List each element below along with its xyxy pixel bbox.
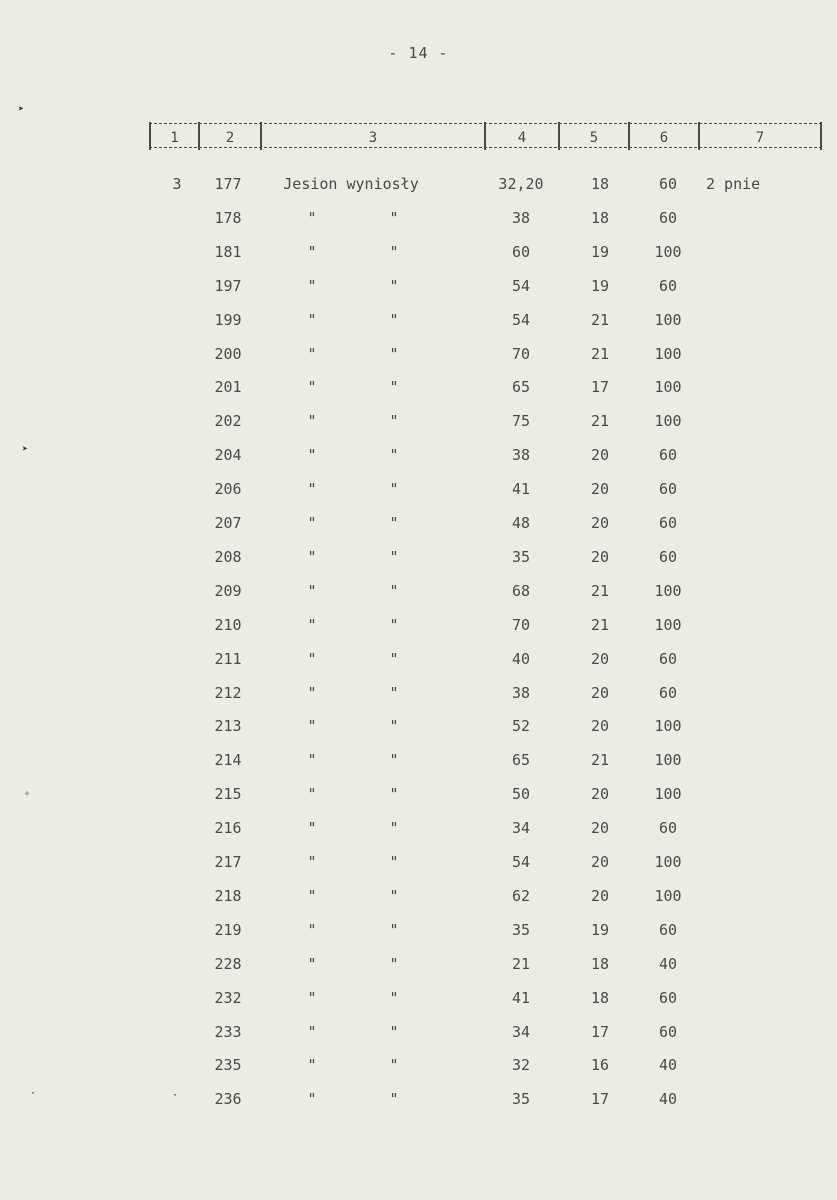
cell-age: 60	[658, 819, 678, 837]
table-row	[0, 748, 837, 772]
cell-age: 100	[654, 887, 682, 905]
cell-ditto-mark: "	[307, 243, 317, 261]
cell-height: 18	[590, 209, 610, 227]
table-row	[0, 782, 837, 806]
table-row	[0, 477, 837, 501]
table-row	[0, 206, 837, 230]
cell-circumference: 75	[511, 412, 531, 430]
cell-tree-number: 211	[214, 650, 242, 668]
cell-height: 20	[590, 887, 610, 905]
margin-mark: ➤	[18, 104, 25, 115]
cell-remarks: 2 pnie	[706, 175, 761, 193]
table-row	[0, 579, 837, 603]
cell-ditto-mark: "	[307, 751, 317, 769]
cell-ditto-mark: "	[307, 582, 317, 600]
cell-ditto-mark: "	[307, 277, 317, 295]
table-row	[0, 986, 837, 1010]
cell-circumference: 38	[511, 209, 531, 227]
cell-ditto-mark: "	[389, 887, 399, 905]
table-row	[0, 172, 837, 196]
cell-ditto-mark: "	[389, 785, 399, 803]
cell-age: 40	[658, 955, 678, 973]
cell-tree-number: 212	[214, 684, 242, 702]
cell-circumference: 34	[511, 1023, 531, 1041]
cell-height: 21	[590, 412, 610, 430]
table-header	[0, 0, 837, 160]
cell-age: 100	[654, 717, 682, 735]
cell-circumference: 32,20	[498, 175, 544, 193]
cell-ditto-mark: "	[389, 717, 399, 735]
table-row	[0, 1020, 837, 1044]
cell-height: 20	[590, 684, 610, 702]
cell-ditto-mark: "	[389, 345, 399, 363]
cell-tree-number: 208	[214, 548, 242, 566]
cell-species: Jesion wyniosły	[283, 175, 419, 193]
cell-age: 100	[654, 243, 682, 261]
header-col-2: 2	[225, 130, 235, 146]
cell-ditto-mark: "	[389, 751, 399, 769]
table-row	[0, 443, 837, 467]
cell-ditto-mark: "	[389, 616, 399, 634]
cell-tree-number: 206	[214, 480, 242, 498]
table-row	[0, 240, 837, 264]
header-col-4: 4	[517, 130, 527, 146]
margin-mark: ·	[172, 1090, 179, 1101]
cell-height: 21	[590, 311, 610, 329]
table-row	[0, 613, 837, 637]
cell-age: 60	[658, 1023, 678, 1041]
cell-age: 60	[658, 514, 678, 532]
cell-tree-number: 197	[214, 277, 242, 295]
cell-height: 18	[590, 989, 610, 1007]
cell-division: 3	[172, 175, 182, 193]
cell-ditto-mark: "	[307, 1090, 317, 1108]
cell-circumference: 70	[511, 616, 531, 634]
cell-ditto-mark: "	[389, 378, 399, 396]
cell-tree-number: 200	[214, 345, 242, 363]
cell-age: 100	[654, 751, 682, 769]
cell-age: 60	[658, 446, 678, 464]
margin-mark: ·	[30, 1088, 37, 1099]
cell-tree-number: 216	[214, 819, 242, 837]
cell-height: 16	[590, 1056, 610, 1074]
cell-ditto-mark: "	[307, 650, 317, 668]
cell-ditto-mark: "	[307, 785, 317, 803]
cell-ditto-mark: "	[389, 684, 399, 702]
table-row	[0, 952, 837, 976]
cell-height: 19	[590, 921, 610, 939]
cell-circumference: 62	[511, 887, 531, 905]
cell-tree-number: 178	[214, 209, 242, 227]
cell-ditto-mark: "	[389, 1056, 399, 1074]
cell-ditto-mark: "	[307, 548, 317, 566]
cell-ditto-mark: "	[307, 989, 317, 1007]
cell-age: 100	[654, 785, 682, 803]
cell-tree-number: 204	[214, 446, 242, 464]
cell-circumference: 60	[511, 243, 531, 261]
cell-circumference: 35	[511, 921, 531, 939]
cell-ditto-mark: "	[307, 209, 317, 227]
table-row	[0, 1087, 837, 1111]
table-row	[0, 274, 837, 298]
cell-circumference: 21	[511, 955, 531, 973]
table-row	[0, 1053, 837, 1077]
cell-ditto-mark: "	[389, 853, 399, 871]
cell-height: 20	[590, 785, 610, 803]
cell-circumference: 65	[511, 378, 531, 396]
cell-ditto-mark: "	[389, 582, 399, 600]
cell-ditto-mark: "	[389, 311, 399, 329]
cell-height: 20	[590, 514, 610, 532]
table-row	[0, 647, 837, 671]
cell-height: 19	[590, 277, 610, 295]
cell-ditto-mark: "	[307, 1023, 317, 1041]
cell-age: 40	[658, 1090, 678, 1108]
cell-circumference: 38	[511, 446, 531, 464]
cell-circumference: 35	[511, 1090, 531, 1108]
cell-tree-number: 236	[214, 1090, 242, 1108]
cell-tree-number: 201	[214, 378, 242, 396]
cell-ditto-mark: "	[307, 921, 317, 939]
table-row	[0, 714, 837, 738]
cell-ditto-mark: "	[389, 412, 399, 430]
cell-age: 100	[654, 412, 682, 430]
cell-ditto-mark: "	[389, 955, 399, 973]
cell-ditto-mark: "	[307, 345, 317, 363]
cell-height: 20	[590, 717, 610, 735]
cell-ditto-mark: "	[307, 1056, 317, 1074]
cell-tree-number: 181	[214, 243, 242, 261]
cell-ditto-mark: "	[389, 921, 399, 939]
cell-age: 60	[658, 277, 678, 295]
cell-height: 21	[590, 751, 610, 769]
cell-circumference: 38	[511, 684, 531, 702]
cell-circumference: 40	[511, 650, 531, 668]
cell-circumference: 54	[511, 277, 531, 295]
cell-ditto-mark: "	[307, 819, 317, 837]
cell-ditto-mark: "	[307, 480, 317, 498]
cell-ditto-mark: "	[307, 514, 317, 532]
table-row	[0, 816, 837, 840]
header-separator	[820, 122, 822, 150]
cell-age: 60	[658, 175, 678, 193]
cell-circumference: 41	[511, 480, 531, 498]
table-row	[0, 308, 837, 332]
cell-ditto-mark: "	[307, 616, 317, 634]
cell-circumference: 68	[511, 582, 531, 600]
cell-ditto-mark: "	[307, 412, 317, 430]
cell-ditto-mark: "	[389, 548, 399, 566]
cell-tree-number: 235	[214, 1056, 242, 1074]
page-number: - 14 -	[388, 44, 449, 62]
cell-ditto-mark: "	[307, 853, 317, 871]
cell-circumference: 65	[511, 751, 531, 769]
cell-height: 18	[590, 955, 610, 973]
cell-age: 60	[658, 480, 678, 498]
cell-age: 100	[654, 345, 682, 363]
cell-circumference: 54	[511, 853, 531, 871]
cell-age: 60	[658, 921, 678, 939]
cell-height: 21	[590, 582, 610, 600]
cell-ditto-mark: "	[389, 650, 399, 668]
cell-ditto-mark: "	[389, 277, 399, 295]
margin-mark: ✧	[24, 788, 31, 799]
cell-ditto-mark: "	[389, 1090, 399, 1108]
cell-height: 20	[590, 446, 610, 464]
cell-ditto-mark: "	[389, 446, 399, 464]
cell-age: 60	[658, 989, 678, 1007]
cell-height: 19	[590, 243, 610, 261]
cell-ditto-mark: "	[389, 1023, 399, 1041]
table-row	[0, 409, 837, 433]
margin-mark: ➤	[22, 444, 29, 455]
cell-ditto-mark: "	[389, 480, 399, 498]
cell-height: 20	[590, 853, 610, 871]
cell-ditto-mark: "	[307, 955, 317, 973]
cell-tree-number: 217	[214, 853, 242, 871]
table-row	[0, 884, 837, 908]
cell-ditto-mark: "	[389, 819, 399, 837]
cell-age: 60	[658, 684, 678, 702]
table-row	[0, 918, 837, 942]
cell-tree-number: 228	[214, 955, 242, 973]
header-col-6: 6	[659, 130, 669, 146]
cell-tree-number: 177	[214, 175, 242, 193]
cell-circumference: 70	[511, 345, 531, 363]
cell-tree-number: 202	[214, 412, 242, 430]
cell-circumference: 32	[511, 1056, 531, 1074]
table-row	[0, 545, 837, 569]
cell-ditto-mark: "	[307, 311, 317, 329]
cell-age: 40	[658, 1056, 678, 1074]
cell-tree-number: 233	[214, 1023, 242, 1041]
table-row	[0, 375, 837, 399]
cell-circumference: 34	[511, 819, 531, 837]
cell-age: 100	[654, 853, 682, 871]
cell-height: 21	[590, 345, 610, 363]
cell-ditto-mark: "	[307, 378, 317, 396]
table-row	[0, 850, 837, 874]
cell-ditto-mark: "	[307, 684, 317, 702]
cell-tree-number: 213	[214, 717, 242, 735]
cell-circumference: 48	[511, 514, 531, 532]
cell-age: 100	[654, 311, 682, 329]
cell-height: 20	[590, 548, 610, 566]
cell-age: 60	[658, 548, 678, 566]
table-row	[0, 342, 837, 366]
cell-ditto-mark: "	[307, 446, 317, 464]
cell-ditto-mark: "	[389, 989, 399, 1007]
table-row	[0, 681, 837, 705]
cell-height: 21	[590, 616, 610, 634]
table-row	[0, 511, 837, 535]
cell-age: 60	[658, 209, 678, 227]
cell-ditto-mark: "	[307, 887, 317, 905]
cell-height: 18	[590, 175, 610, 193]
header-col-1: 1	[170, 130, 179, 146]
cell-age: 60	[658, 650, 678, 668]
cell-tree-number: 210	[214, 616, 242, 634]
cell-tree-number: 218	[214, 887, 242, 905]
cell-tree-number: 219	[214, 921, 242, 939]
cell-ditto-mark: "	[389, 243, 399, 261]
cell-circumference: 54	[511, 311, 531, 329]
cell-age: 100	[654, 378, 682, 396]
cell-height: 17	[590, 1023, 610, 1041]
cell-ditto-mark: "	[307, 717, 317, 735]
cell-tree-number: 199	[214, 311, 242, 329]
cell-age: 100	[654, 616, 682, 634]
cell-tree-number: 232	[214, 989, 242, 1007]
cell-height: 20	[590, 819, 610, 837]
cell-circumference: 41	[511, 989, 531, 1007]
cell-ditto-mark: "	[389, 514, 399, 532]
cell-circumference: 52	[511, 717, 531, 735]
header-col-5: 5	[589, 130, 599, 146]
cell-height: 20	[590, 480, 610, 498]
cell-ditto-mark: "	[389, 209, 399, 227]
cell-tree-number: 215	[214, 785, 242, 803]
cell-height: 17	[590, 378, 610, 396]
cell-tree-number: 214	[214, 751, 242, 769]
header-col-7: 7	[755, 130, 765, 146]
cell-height: 20	[590, 650, 610, 668]
cell-tree-number: 209	[214, 582, 242, 600]
cell-tree-number: 207	[214, 514, 242, 532]
cell-height: 17	[590, 1090, 610, 1108]
header-col-3: 3	[368, 130, 378, 146]
cell-circumference: 50	[511, 785, 531, 803]
cell-circumference: 35	[511, 548, 531, 566]
cell-age: 100	[654, 582, 682, 600]
